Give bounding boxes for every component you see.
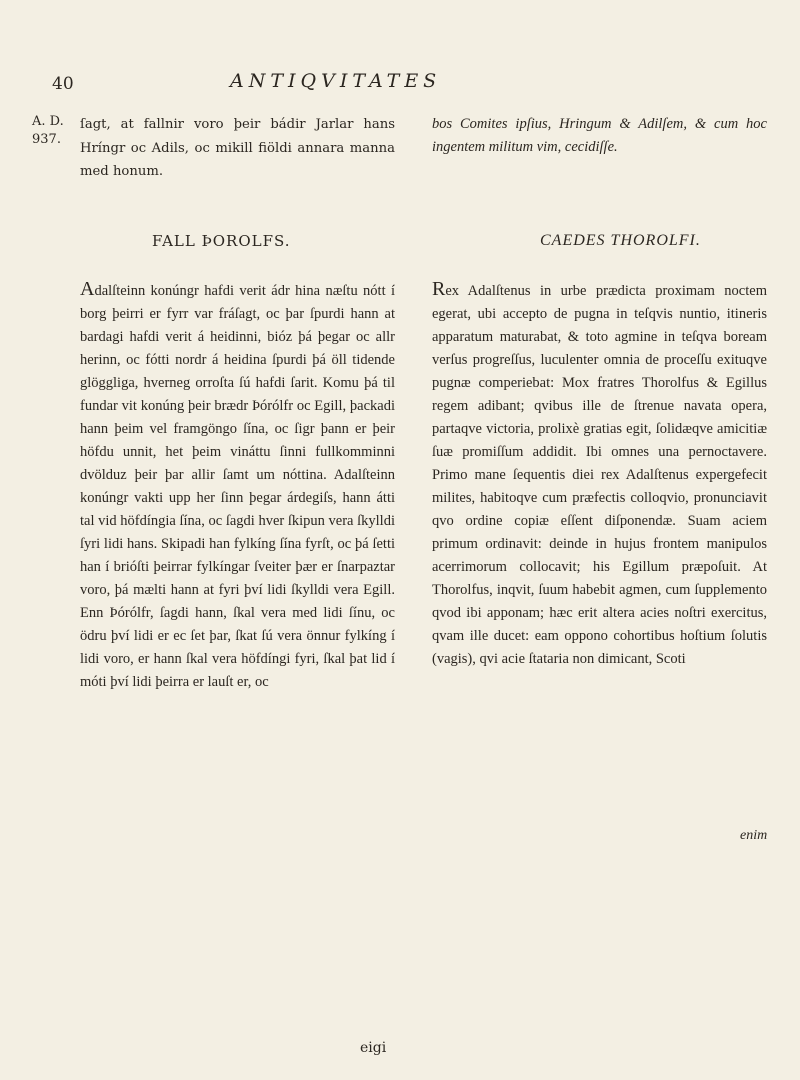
section-heading-icelandic: FALL ÞOROLFS.: [152, 232, 291, 250]
top-text-left: ſagt, at fallnir voro þeir bádir Jarlar hans Hríngr oc Adils, oc mikill fiöldi annara manna med honum.: [80, 117, 395, 179]
body-text-left: [80, 278, 395, 694]
top-text-right: bos Comites ipſius, Hringum & Adilſem, & cum hoc ingentem militum vim, cecidiſſe.: [432, 116, 767, 155]
drop-cap-left: A: [80, 278, 95, 300]
catchword-right: enim: [740, 828, 768, 843]
top-paragraph-icelandic: [80, 113, 395, 184]
margin-date-note: A. D. 937.: [32, 114, 64, 147]
section-heading-latin: CAEDES THOROLFI.: [540, 232, 701, 249]
running-title: ANTIQVITATES: [230, 70, 442, 92]
body-text-right-content: ex Adalſtenus in urbe prædicta proximam noctem egerat, ubi accepto de pugna in teſqvis nuntio, itineris apparatum maturabat, & toto agmine in teſqva boream verſus progreſſus, luculenter omnia de proceſſu exituqve pugnæ comperiebat: Mox fratres Thorolfus & Egillus regem adibant; qvibus ille de ſtrenue navata opera, partaqve victoria, prolixè gratias egit, ſolidæqve amicitiæ ſuæ promiſſum addidit. Ibi omnes una pernoctavere. Primo mane ſequentis diei rex Adalſtenus expergefecit milites, habitoqve cum præfectis colloqvio, pronunciavit qvo ordine copiæ eſſent diſponendæ. Suam aciem primum ordinavit: deinde in hujus frontem manipulos acerrimorum collocavit; his Egillum præpoſuit. At Thorolfus, inqvit, ſuum habebit agmen, cum ſupplemento qvod ibi apponam; hæc erit altera acies noſtri exercitus, qvam ille ducet: eam oppono cohortibus hoſtium ſolutis (vagis), qvi acie ſtataria non dimicant, Scoti: [432, 283, 767, 667]
top-paragraph-latin: [432, 113, 767, 159]
body-text-right: [432, 278, 767, 671]
page-number: 40: [52, 74, 74, 94]
catchword-left: eigi: [360, 1040, 387, 1056]
body-text-left-content: dalſteinn konúngr hafdi verit ádr hina næſtu nótt í borg þeirri er fyrr var fráſagt, oc þar ſpurdi hann at bardagi hafdi verit á heidinni, bióz þá þegar oc allr herinn, oc fótti nordr á heidina ſpurdi þá öll tidende glöggliga, hverneg orroſta ſú hafdi ſarit. Komu þá til fundar vit konúng þeir brædr Þórólfr oc Egill, þackadi hann þeim vel framgöngo ſína, oc ſigr þann er þeir höfdu unnit, het þeim vináttu ſinni fullkomminni dvölduz þeir þar allir ſamt um nóttina. Adalſteinn konúngr vakti upp her ſinn þegar árdegiſs, hann átti tal vid höfdíngia ſína, oc ſagdi hver ſkipun vera ſkylldi ſyri lidi hans. Skipadi han fylkíng ſína fyrſt, oc þá ſetti han í brióſti þeirrar fylkíngar ſveiter þær er ſnarpaztar voro, þá mælti hann at fyri því lidi ſkylldi vera Egill. Enn Þórólfr, ſagdi hann, ſkal vera med lidi ſínu, oc ödru því lidi er ec ſet þar, ſkat ſú vera önnur fylkíng í lidi voro, er hann ſkal vera höfdíngi fyri, ſkal þat lid í móti því lidi þeirra er lauſt er, oc: [80, 283, 395, 690]
drop-cap-right: R: [432, 278, 446, 300]
body-column-icelandic: [80, 278, 395, 694]
body-column-latin: [432, 278, 767, 671]
